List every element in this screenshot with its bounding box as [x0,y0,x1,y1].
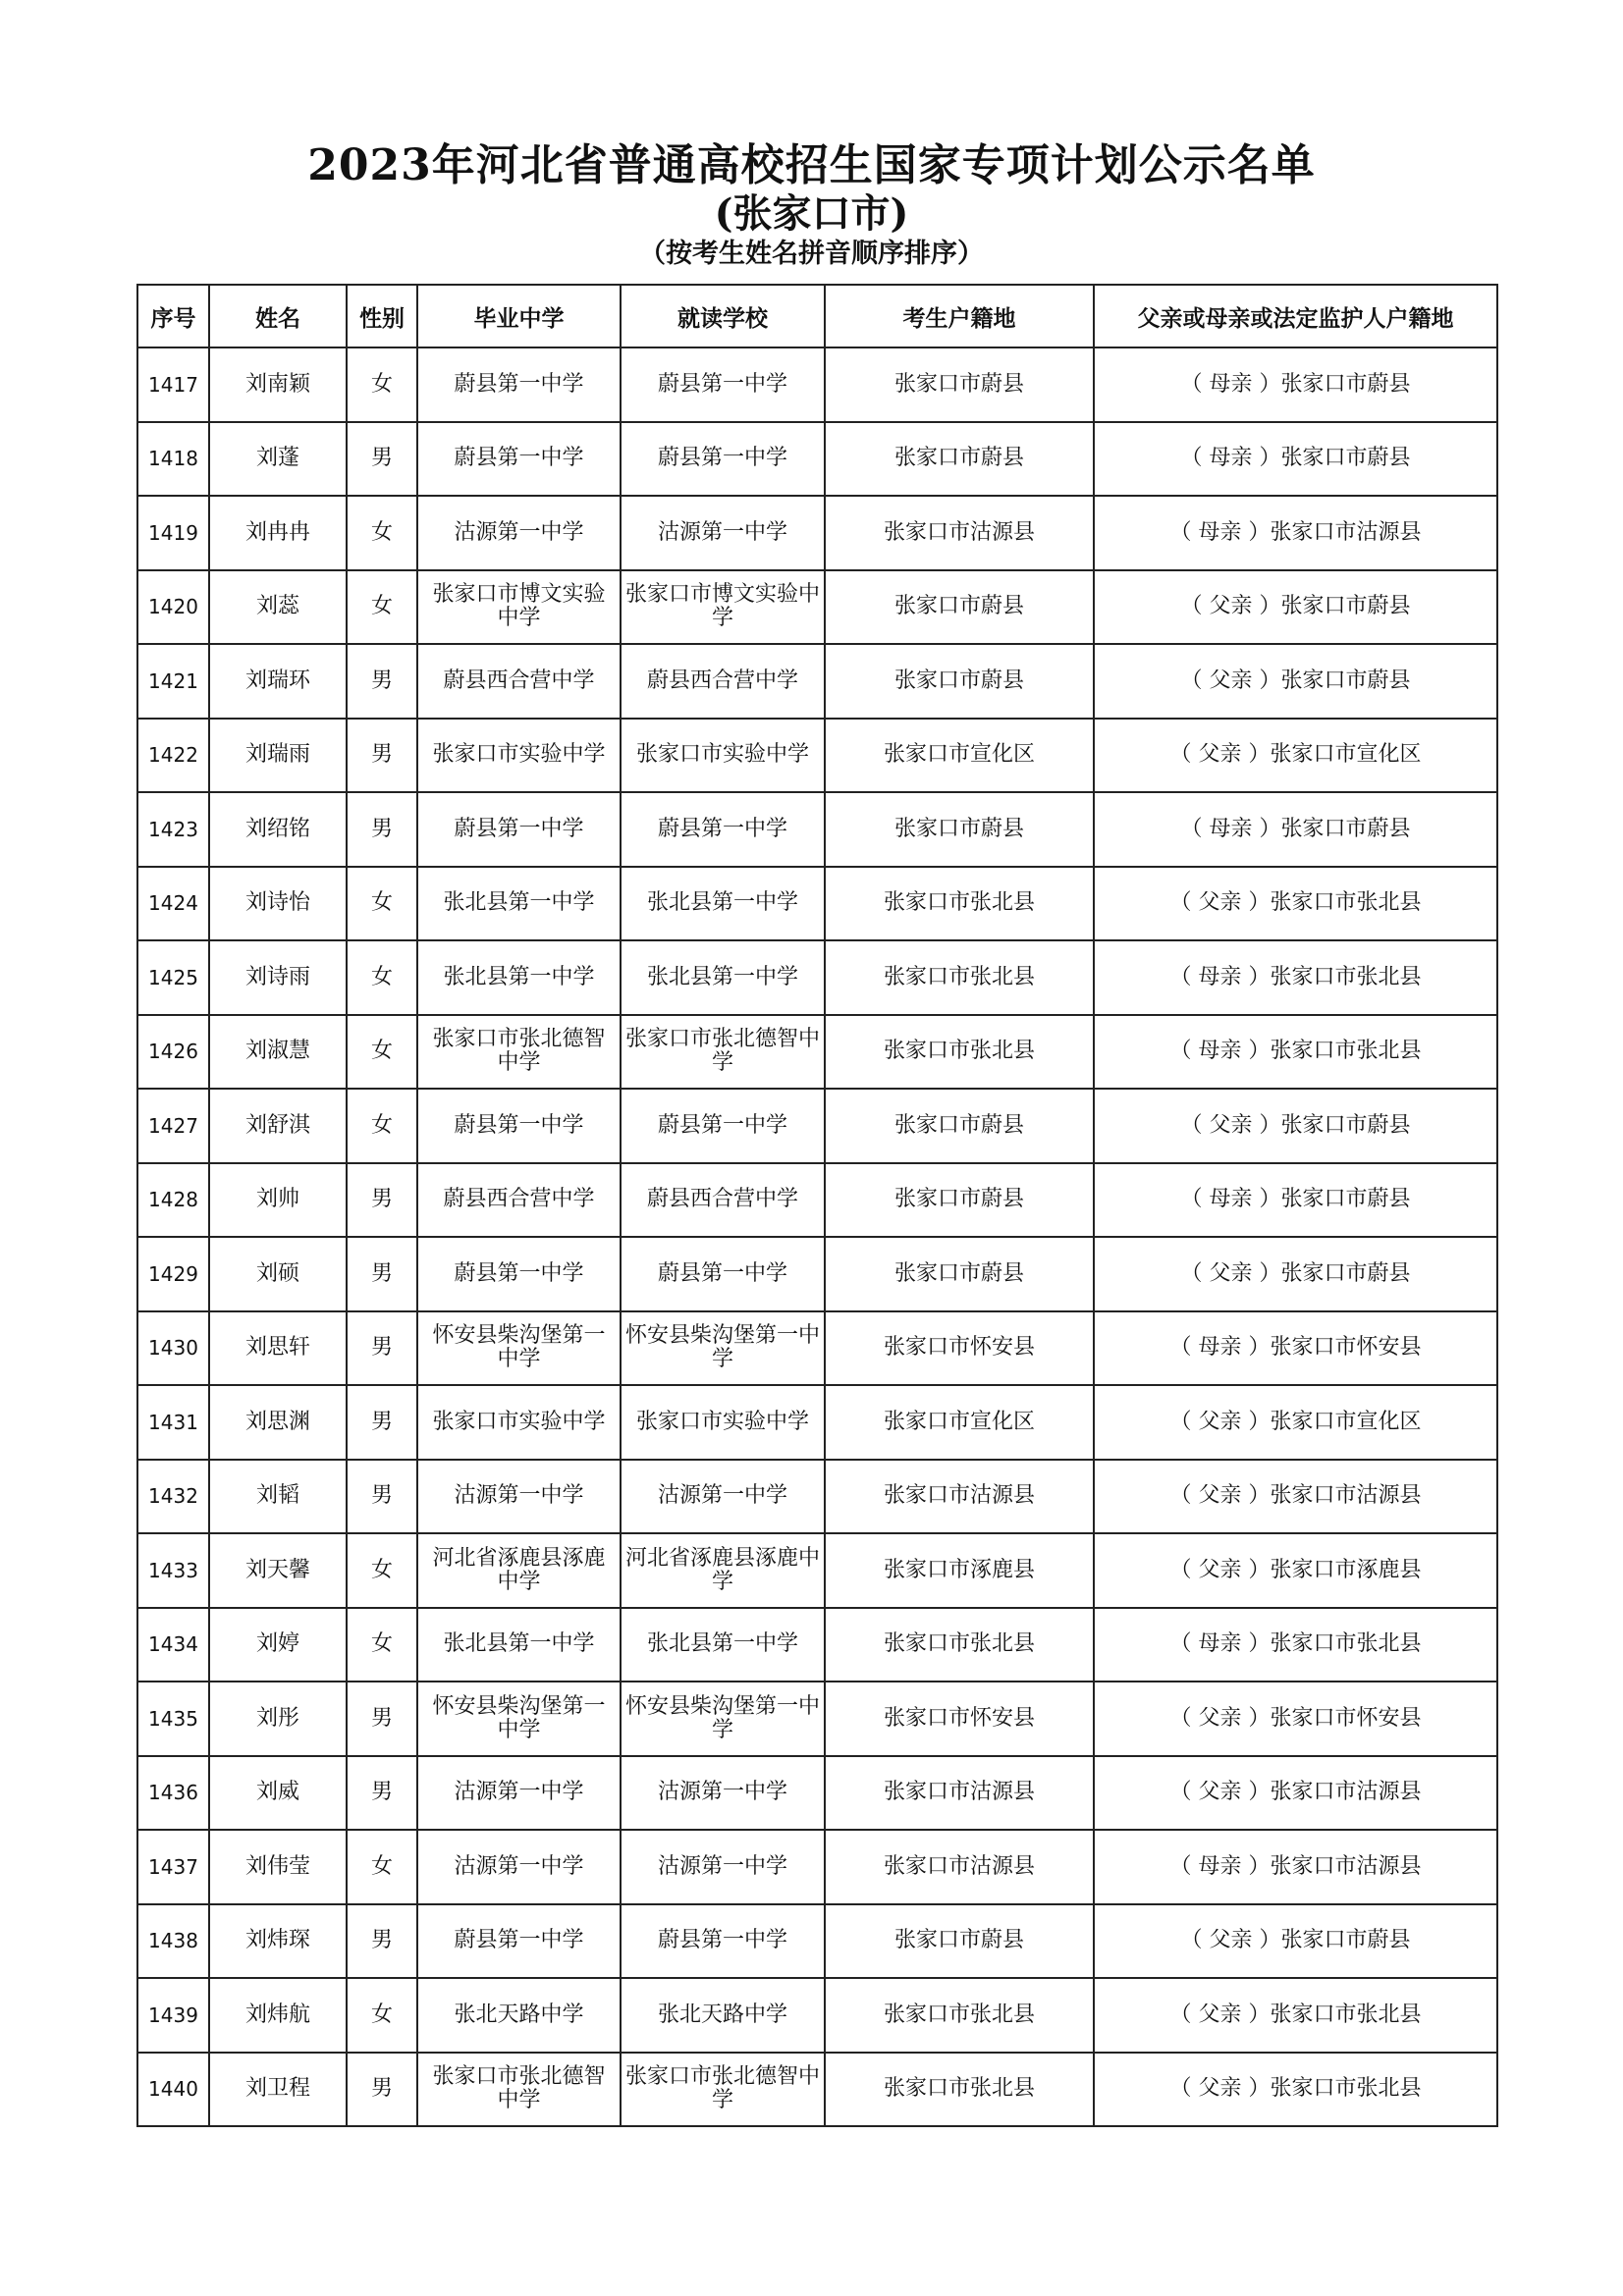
cell-gender: 男 [347,719,417,793]
cell-guardian-domicile: （ 父亲 ）张家口市宣化区 [1094,719,1497,793]
cell-name: 刘蕊 [209,570,347,645]
table-row [137,1978,1497,2053]
cell-student-domicile: 张家口市张北县 [825,2053,1094,2127]
cell-guardian-domicile: （ 父亲 ）张家口市沽源县 [1094,1756,1497,1831]
table-row [137,347,1497,422]
cell-current-school: 张北天路中学 [621,1978,825,2053]
cell-gender: 女 [347,940,417,1015]
table-row [137,1311,1497,1386]
cell-index: 1433 [137,1533,209,1608]
column-header-student-domicile: 考生户籍地 [825,285,1094,347]
cell-index: 1440 [137,2053,209,2127]
cell-gender: 男 [347,1385,417,1460]
cell-student-domicile: 张家口市怀安县 [825,1682,1094,1756]
cell-name: 刘诗怡 [209,867,347,941]
cell-current-school: 张北县第一中学 [621,940,825,1015]
cell-index: 1435 [137,1682,209,1756]
cell-graduated-school: 张家口市实验中学 [417,1385,621,1460]
cell-name: 刘瑞环 [209,644,347,719]
table-header-row [137,285,1497,347]
cell-name: 刘帅 [209,1163,347,1238]
cell-gender: 男 [347,1904,417,1979]
cell-current-school: 张家口市张北德智中学 [621,2053,825,2127]
table-row [137,940,1497,1015]
cell-current-school: 张家口市实验中学 [621,1385,825,1460]
cell-graduated-school: 蔚县第一中学 [417,792,621,867]
cell-index: 1421 [137,644,209,719]
cell-guardian-domicile: （ 母亲 ）张家口市蔚县 [1094,1163,1497,1238]
cell-name: 刘卫程 [209,2053,347,2127]
cell-name: 刘思轩 [209,1311,347,1386]
cell-student-domicile: 张家口市蔚县 [825,644,1094,719]
cell-guardian-domicile: （ 父亲 ）张家口市蔚县 [1094,1904,1497,1979]
cell-guardian-domicile: （ 母亲 ）张家口市张北县 [1094,940,1497,1015]
cell-graduated-school: 蔚县第一中学 [417,422,621,497]
cell-current-school: 蔚县第一中学 [621,1237,825,1311]
cell-guardian-domicile: （ 母亲 ）张家口市怀安县 [1094,1311,1497,1386]
cell-graduated-school: 张家口市张北德智中学 [417,1015,621,1090]
cell-gender: 女 [347,1978,417,2053]
cell-index: 1424 [137,867,209,941]
cell-name: 刘舒淇 [209,1089,347,1163]
sort-note: （按考生姓名拼音顺序排序） [639,239,984,269]
cell-current-school: 张北县第一中学 [621,1608,825,1682]
cell-index: 1420 [137,570,209,645]
cell-gender: 女 [347,867,417,941]
cell-student-domicile: 张家口市张北县 [825,940,1094,1015]
cell-guardian-domicile: （ 父亲 ）张家口市沽源县 [1094,1460,1497,1534]
cell-graduated-school: 张家口市张北德智中学 [417,2053,621,2127]
cell-name: 刘炜航 [209,1978,347,2053]
cell-guardian-domicile: （ 母亲 ）张家口市张北县 [1094,1015,1497,1090]
cell-current-school: 怀安县柴沟堡第一中学 [621,1311,825,1386]
cell-graduated-school: 怀安县柴沟堡第一中学 [417,1311,621,1386]
cell-graduated-school: 沽源第一中学 [417,496,621,570]
cell-guardian-domicile: （ 母亲 ）张家口市蔚县 [1094,347,1497,422]
cell-graduated-school: 沽源第一中学 [417,1830,621,1904]
cell-index: 1434 [137,1608,209,1682]
table-row [137,1904,1497,1979]
table-row [137,1830,1497,1904]
cell-guardian-domicile: （ 父亲 ）张家口市张北县 [1094,867,1497,941]
cell-guardian-domicile: （ 母亲 ）张家口市蔚县 [1094,422,1497,497]
cell-student-domicile: 张家口市蔚县 [825,347,1094,422]
cell-index: 1426 [137,1015,209,1090]
cell-guardian-domicile: （ 母亲 ）张家口市张北县 [1094,1608,1497,1682]
cell-gender: 男 [347,1682,417,1756]
page-subtitle: (张家口市) [714,190,909,237]
cell-student-domicile: 张家口市沽源县 [825,496,1094,570]
cell-index: 1428 [137,1163,209,1238]
cell-student-domicile: 张家口市蔚县 [825,1089,1094,1163]
table-row [137,1533,1497,1608]
table-row [137,1385,1497,1460]
cell-current-school: 沽源第一中学 [621,1460,825,1534]
cell-guardian-domicile: （ 父亲 ）张家口市宣化区 [1094,1385,1497,1460]
cell-name: 刘炜琛 [209,1904,347,1979]
cell-current-school: 张北县第一中学 [621,867,825,941]
cell-name: 刘淑慧 [209,1015,347,1090]
cell-index: 1417 [137,347,209,422]
column-header-guardian-domicile: 父亲或母亲或法定监护人户籍地 [1094,285,1497,347]
cell-graduated-school: 张北县第一中学 [417,940,621,1015]
cell-gender: 男 [347,2053,417,2127]
cell-name: 刘伟莹 [209,1830,347,1904]
cell-student-domicile: 张家口市蔚县 [825,1237,1094,1311]
cell-graduated-school: 蔚县西合营中学 [417,644,621,719]
cell-guardian-domicile: （ 父亲 ）张家口市蔚县 [1094,570,1497,645]
table-row [137,1460,1497,1534]
cell-graduated-school: 蔚县西合营中学 [417,1163,621,1238]
column-header-current-school: 就读学校 [621,285,825,347]
cell-guardian-domicile: （ 父亲 ）张家口市张北县 [1094,2053,1497,2127]
cell-student-domicile: 张家口市张北县 [825,1015,1094,1090]
cell-gender: 男 [347,1460,417,1534]
cell-guardian-domicile: （ 父亲 ）张家口市蔚县 [1094,1089,1497,1163]
cell-graduated-school: 蔚县第一中学 [417,347,621,422]
cell-current-school: 怀安县柴沟堡第一中学 [621,1682,825,1756]
cell-name: 刘硕 [209,1237,347,1311]
cell-student-domicile: 张家口市沽源县 [825,1830,1094,1904]
cell-name: 刘瑞雨 [209,719,347,793]
cell-graduated-school: 沽源第一中学 [417,1460,621,1534]
cell-gender: 女 [347,1089,417,1163]
cell-current-school: 蔚县西合营中学 [621,644,825,719]
cell-index: 1418 [137,422,209,497]
cell-name: 刘彤 [209,1682,347,1756]
column-header-gender: 性别 [347,285,417,347]
cell-student-domicile: 张家口市蔚县 [825,1163,1094,1238]
cell-index: 1423 [137,792,209,867]
cell-index: 1438 [137,1904,209,1979]
cell-graduated-school: 蔚县第一中学 [417,1089,621,1163]
cell-gender: 男 [347,1311,417,1386]
cell-gender: 男 [347,422,417,497]
table-row [137,1608,1497,1682]
cell-name: 刘思渊 [209,1385,347,1460]
cell-gender: 女 [347,1533,417,1608]
cell-current-school: 沽源第一中学 [621,496,825,570]
cell-graduated-school: 沽源第一中学 [417,1756,621,1831]
table-row [137,644,1497,719]
column-header-name: 姓名 [209,285,347,347]
cell-current-school: 张家口市博文实验中学 [621,570,825,645]
cell-current-school: 蔚县第一中学 [621,422,825,497]
cell-index: 1422 [137,719,209,793]
cell-name: 刘蓬 [209,422,347,497]
cell-gender: 男 [347,1163,417,1238]
cell-index: 1432 [137,1460,209,1534]
cell-name: 刘诗雨 [209,940,347,1015]
cell-student-domicile: 张家口市张北县 [825,867,1094,941]
cell-guardian-domicile: （ 母亲 ）张家口市蔚县 [1094,792,1497,867]
cell-guardian-domicile: （ 父亲 ）张家口市怀安县 [1094,1682,1497,1756]
cell-index: 1439 [137,1978,209,2053]
cell-index: 1427 [137,1089,209,1163]
cell-student-domicile: 张家口市沽源县 [825,1460,1094,1534]
cell-gender: 女 [347,347,417,422]
cell-student-domicile: 张家口市怀安县 [825,1311,1094,1386]
cell-graduated-school: 张家口市实验中学 [417,719,621,793]
cell-graduated-school: 怀安县柴沟堡第一中学 [417,1682,621,1756]
roster-table [136,284,1498,2127]
cell-student-domicile: 张家口市沽源县 [825,1756,1094,1831]
table-row [137,1237,1497,1311]
cell-gender: 男 [347,644,417,719]
cell-gender: 女 [347,1608,417,1682]
table-row [137,1015,1497,1090]
cell-student-domicile: 张家口市蔚县 [825,1904,1094,1979]
cell-student-domicile: 张家口市宣化区 [825,1385,1094,1460]
cell-index: 1425 [137,940,209,1015]
cell-student-domicile: 张家口市张北县 [825,1978,1094,2053]
cell-guardian-domicile: （ 父亲 ）张家口市蔚县 [1094,1237,1497,1311]
cell-guardian-domicile: （ 父亲 ）张家口市涿鹿县 [1094,1533,1497,1608]
table-row [137,496,1497,570]
cell-graduated-school: 张北县第一中学 [417,867,621,941]
cell-index: 1436 [137,1756,209,1831]
table-row [137,792,1497,867]
cell-current-school: 张家口市实验中学 [621,719,825,793]
cell-name: 刘冉冉 [209,496,347,570]
cell-guardian-domicile: （ 父亲 ）张家口市张北县 [1094,1978,1497,2053]
cell-guardian-domicile: （ 母亲 ）张家口市沽源县 [1094,496,1497,570]
cell-name: 刘南颖 [209,347,347,422]
cell-gender: 男 [347,1237,417,1311]
cell-guardian-domicile: （ 母亲 ）张家口市沽源县 [1094,1830,1497,1904]
cell-student-domicile: 张家口市张北县 [825,1608,1094,1682]
cell-index: 1431 [137,1385,209,1460]
cell-current-school: 沽源第一中学 [621,1756,825,1831]
cell-graduated-school: 河北省涿鹿县涿鹿中学 [417,1533,621,1608]
cell-current-school: 蔚县西合营中学 [621,1163,825,1238]
cell-graduated-school: 蔚县第一中学 [417,1237,621,1311]
cell-graduated-school: 张北县第一中学 [417,1608,621,1682]
cell-graduated-school: 张北天路中学 [417,1978,621,2053]
cell-current-school: 河北省涿鹿县涿鹿中学 [621,1533,825,1608]
table-row [137,422,1497,497]
cell-gender: 男 [347,792,417,867]
cell-current-school: 蔚县第一中学 [621,1904,825,1979]
cell-name: 刘绍铭 [209,792,347,867]
cell-student-domicile: 张家口市蔚县 [825,422,1094,497]
cell-index: 1419 [137,496,209,570]
table-row [137,1089,1497,1163]
table-row [137,2053,1497,2127]
cell-current-school: 沽源第一中学 [621,1830,825,1904]
table-body [137,347,1497,2126]
cell-student-domicile: 张家口市蔚县 [825,570,1094,645]
column-header-graduated-school: 毕业中学 [417,285,621,347]
cell-current-school: 蔚县第一中学 [621,347,825,422]
cell-student-domicile: 张家口市蔚县 [825,792,1094,867]
cell-graduated-school: 张家口市博文实验中学 [417,570,621,645]
cell-current-school: 蔚县第一中学 [621,792,825,867]
cell-gender: 男 [347,1756,417,1831]
cell-student-domicile: 张家口市涿鹿县 [825,1533,1094,1608]
cell-gender: 女 [347,496,417,570]
table-row [137,570,1497,645]
cell-index: 1437 [137,1830,209,1904]
cell-gender: 女 [347,1830,417,1904]
cell-gender: 女 [347,570,417,645]
cell-name: 刘婷 [209,1608,347,1682]
cell-name: 刘天馨 [209,1533,347,1608]
cell-student-domicile: 张家口市宣化区 [825,719,1094,793]
table-row [137,1682,1497,1756]
column-header-index: 序号 [137,285,209,347]
page-title: 2023年河北省普通高校招生国家专项计划公示名单 [307,140,1316,190]
table-row [137,719,1497,793]
cell-guardian-domicile: （ 父亲 ）张家口市蔚县 [1094,644,1497,719]
table-row [137,1756,1497,1831]
table-row [137,1163,1497,1238]
cell-index: 1430 [137,1311,209,1386]
table-row [137,867,1497,941]
cell-index: 1429 [137,1237,209,1311]
cell-graduated-school: 蔚县第一中学 [417,1904,621,1979]
cell-gender: 女 [347,1015,417,1090]
cell-current-school: 张家口市张北德智中学 [621,1015,825,1090]
cell-name: 刘韬 [209,1460,347,1534]
cell-name: 刘威 [209,1756,347,1831]
cell-current-school: 蔚县第一中学 [621,1089,825,1163]
